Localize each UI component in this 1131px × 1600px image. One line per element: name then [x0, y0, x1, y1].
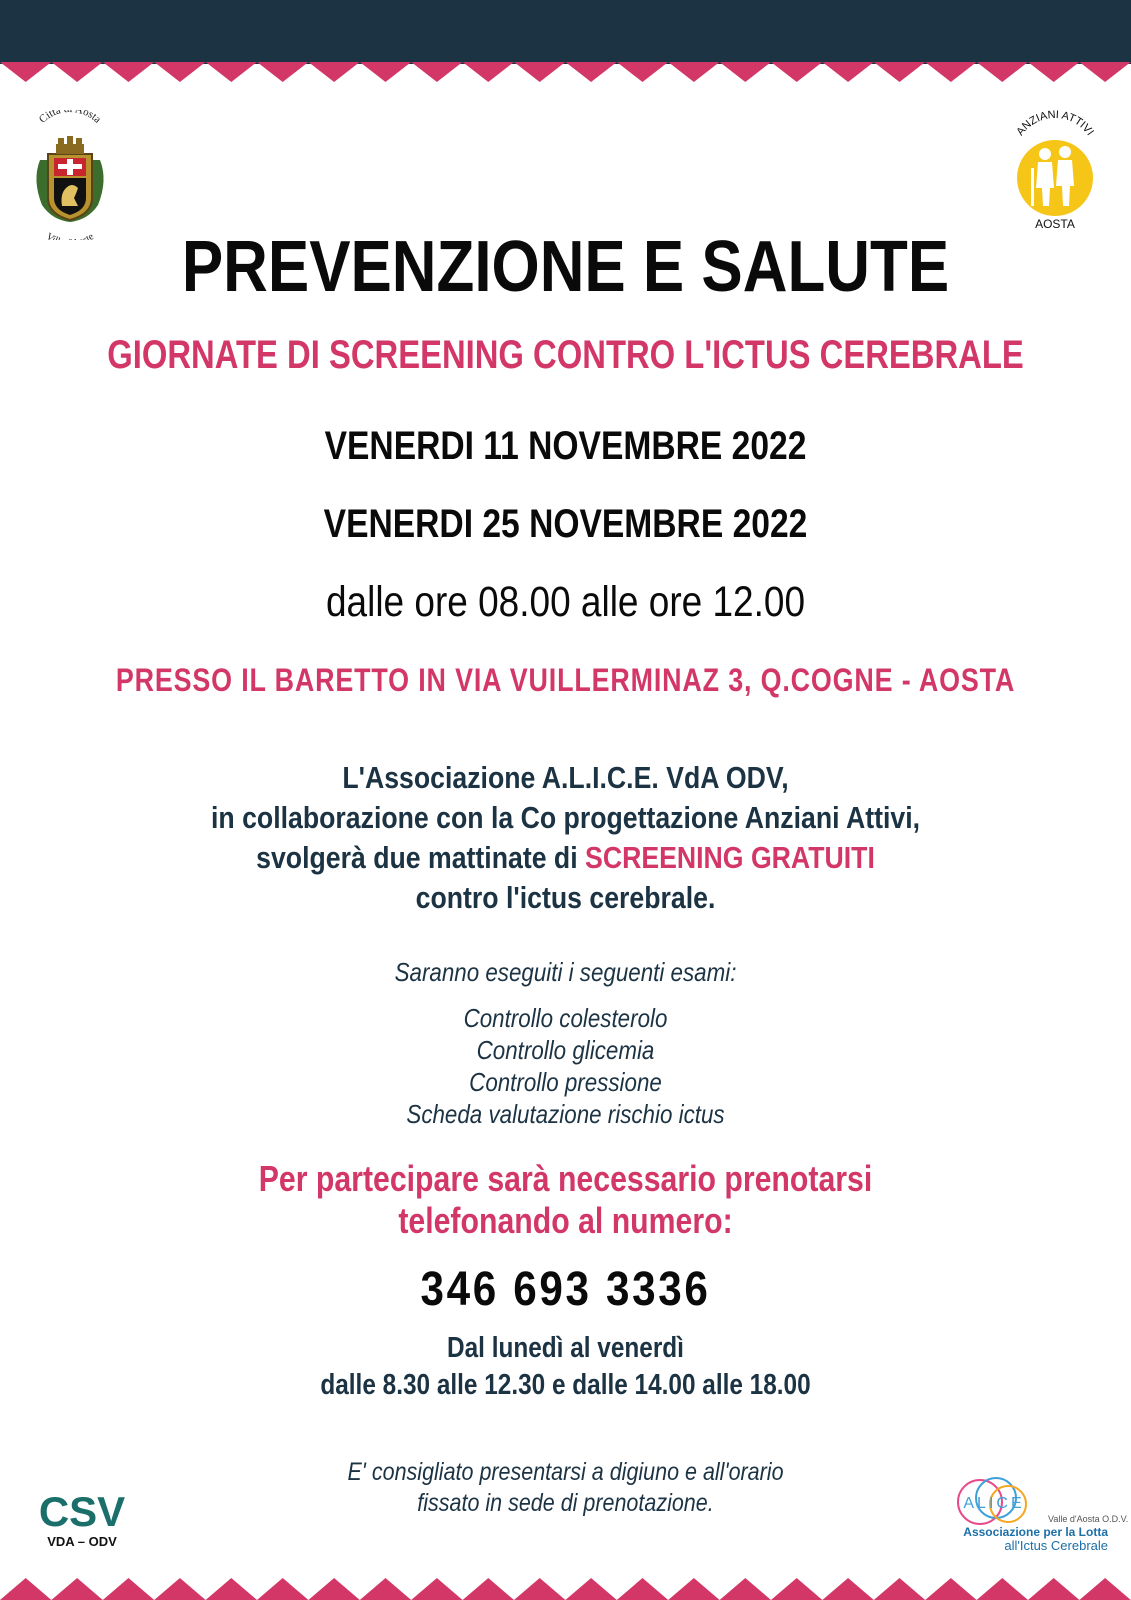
zigzag-triangle — [206, 1578, 257, 1600]
event-location: PRESSO IL BARETTO IN VIA VUILLERMINAZ 3, Q.COGNE - AOSTA — [115, 662, 1016, 698]
zigzag-triangle — [463, 62, 514, 82]
zigzag-triangle — [103, 62, 154, 82]
zigzag-triangle — [565, 62, 616, 82]
zigzag-triangle — [1079, 62, 1130, 82]
zigzag-triangle — [617, 1578, 668, 1600]
schedule-days: Dal lunedì al venerdì — [447, 1332, 684, 1364]
zigzag-triangle — [0, 62, 51, 82]
alice-logo-line-2: all'Ictus Cerebrale — [1004, 1538, 1108, 1553]
zigzag-triangle — [668, 1578, 719, 1600]
zigzag-triangle — [154, 1578, 205, 1600]
zigzag-triangle — [257, 62, 308, 82]
event-date-1: VENERDI 11 NOVEMBRE 2022 — [324, 424, 807, 468]
phone-schedule — [90, 1330, 1040, 1404]
zigzag-triangle — [360, 62, 411, 82]
zigzag-triangle — [874, 62, 925, 82]
exam-item: Controllo colesterolo — [463, 1003, 668, 1033]
zigzag-triangle — [411, 62, 462, 82]
zigzag-triangle — [925, 1578, 976, 1600]
top-zigzag-border — [0, 62, 1131, 100]
booking-instructions — [90, 1158, 1040, 1242]
zigzag-triangle — [0, 1578, 51, 1600]
zigzag-triangle — [1028, 1578, 1079, 1600]
zigzag-triangle — [720, 62, 771, 82]
page-title: PREVENZIONE E SALUTE — [181, 227, 950, 307]
exam-item: Controllo glicemia — [476, 1035, 655, 1065]
free-screening-highlight: SCREENING GRATUITI — [585, 840, 875, 875]
fasting-note — [79, 1457, 1052, 1519]
zigzag-triangle — [822, 62, 873, 82]
bottom-zigzag-border — [0, 1562, 1131, 1600]
city-logo-bottom-text: Vi te — [44, 231, 96, 240]
zigzag-triangle — [565, 1578, 616, 1600]
svg-text:ANZIANI ATTIVI — [1014, 109, 1096, 138]
exam-item: Scheda valutazione rischio ictus — [406, 1099, 725, 1129]
zigzag-triangle — [103, 1578, 154, 1600]
anziani-logo-bottom-text: AOSTA — [1035, 217, 1075, 231]
svg-text:Città di Aosta — [37, 110, 104, 126]
zigzag-triangle — [463, 1578, 514, 1600]
note-line-1: E' consigliato presentarsi a digiuno e all'orario — [347, 1458, 784, 1486]
zigzag-triangle — [360, 1578, 411, 1600]
zigzag-triangle — [308, 1578, 359, 1600]
exams-list — [79, 1002, 1052, 1130]
zigzag-triangle — [977, 1578, 1028, 1600]
alice-logo-line-1: Associazione per la Lotta — [963, 1525, 1108, 1539]
zigzag-triangle — [617, 62, 668, 82]
zigzag-triangle — [668, 62, 719, 82]
zigzag-triangle — [771, 62, 822, 82]
zigzag-triangle — [514, 1578, 565, 1600]
zigzag-triangle — [411, 1578, 462, 1600]
schedule-times: dalle 8.30 alle 12.30 e dalle 14.00 alle 18.00 — [320, 1369, 811, 1401]
booking-line-1: Per partecipare sarà necessario prenotarsi — [258, 1158, 873, 1199]
top-band — [0, 0, 1131, 64]
zigzag-triangle — [257, 1578, 308, 1600]
description-line-3: svolgerà due mattinate di SCREENING GRATUITI — [256, 840, 875, 875]
zigzag-triangle — [308, 62, 359, 82]
description-line-4: contro l'ictus cerebrale. — [415, 880, 716, 915]
anziani-attivi-logo — [1005, 108, 1105, 233]
event-hours: dalle ore 08.00 alle ore 12.00 — [325, 578, 806, 626]
zigzag-triangle — [514, 62, 565, 82]
anziani-logo-top-text: ANZIANI ATTIVI — [1014, 108, 1096, 138]
csv-logo-name: CSV — [38, 1488, 126, 1535]
city-logo-top-text: Città Aosta — [36, 110, 104, 126]
zigzag-triangle — [874, 1578, 925, 1600]
csv-logo-sub: VDA – ODV — [47, 1534, 117, 1549]
zigzag-triangle — [771, 1578, 822, 1600]
page-subtitle: GIORNATE DI SCREENING CONTRO L'ICTUS CEREBRALE — [107, 333, 1024, 377]
zigzag-triangle — [977, 62, 1028, 82]
zigzag-triangle — [51, 1578, 102, 1600]
coat-of-arms-icon — [36, 136, 103, 222]
alice-logo-letters: ALICE — [963, 1495, 1025, 1512]
alice-association-logo — [950, 1472, 1129, 1553]
alice-logo-region: Valle d'Aosta O.D.V. — [1048, 1514, 1129, 1524]
zigzag-triangle — [822, 1578, 873, 1600]
zigzag-triangle — [925, 62, 976, 82]
event-date-2: VENERDI 25 NOVEMBRE 2022 — [323, 502, 808, 546]
exam-item: Controllo pressione — [469, 1067, 662, 1097]
zigzag-triangle — [51, 62, 102, 82]
description-line-1: L'Associazione A.L.I.C.E. VdA ODV, — [342, 760, 789, 795]
description-line-2: in collaborazione con la Co progettazione Anziani Attivi, — [210, 800, 921, 835]
csv-logo — [30, 1488, 140, 1550]
phone-number: 346 693 3336 — [420, 1263, 711, 1316]
zigzag-triangle — [1028, 62, 1079, 82]
zigzag-triangle — [1079, 1578, 1130, 1600]
booking-line-2: telefonando al numero: — [398, 1200, 733, 1241]
city-of-aosta-logo — [22, 110, 118, 240]
zigzag-triangle — [154, 62, 205, 82]
zigzag-triangle — [720, 1578, 771, 1600]
note-line-2: fissato in sede di prenotazione. — [417, 1489, 714, 1517]
event-description — [79, 758, 1052, 918]
zigzag-triangle — [206, 62, 257, 82]
exams-intro: Saranno eseguiti i seguenti esami: — [394, 957, 737, 987]
